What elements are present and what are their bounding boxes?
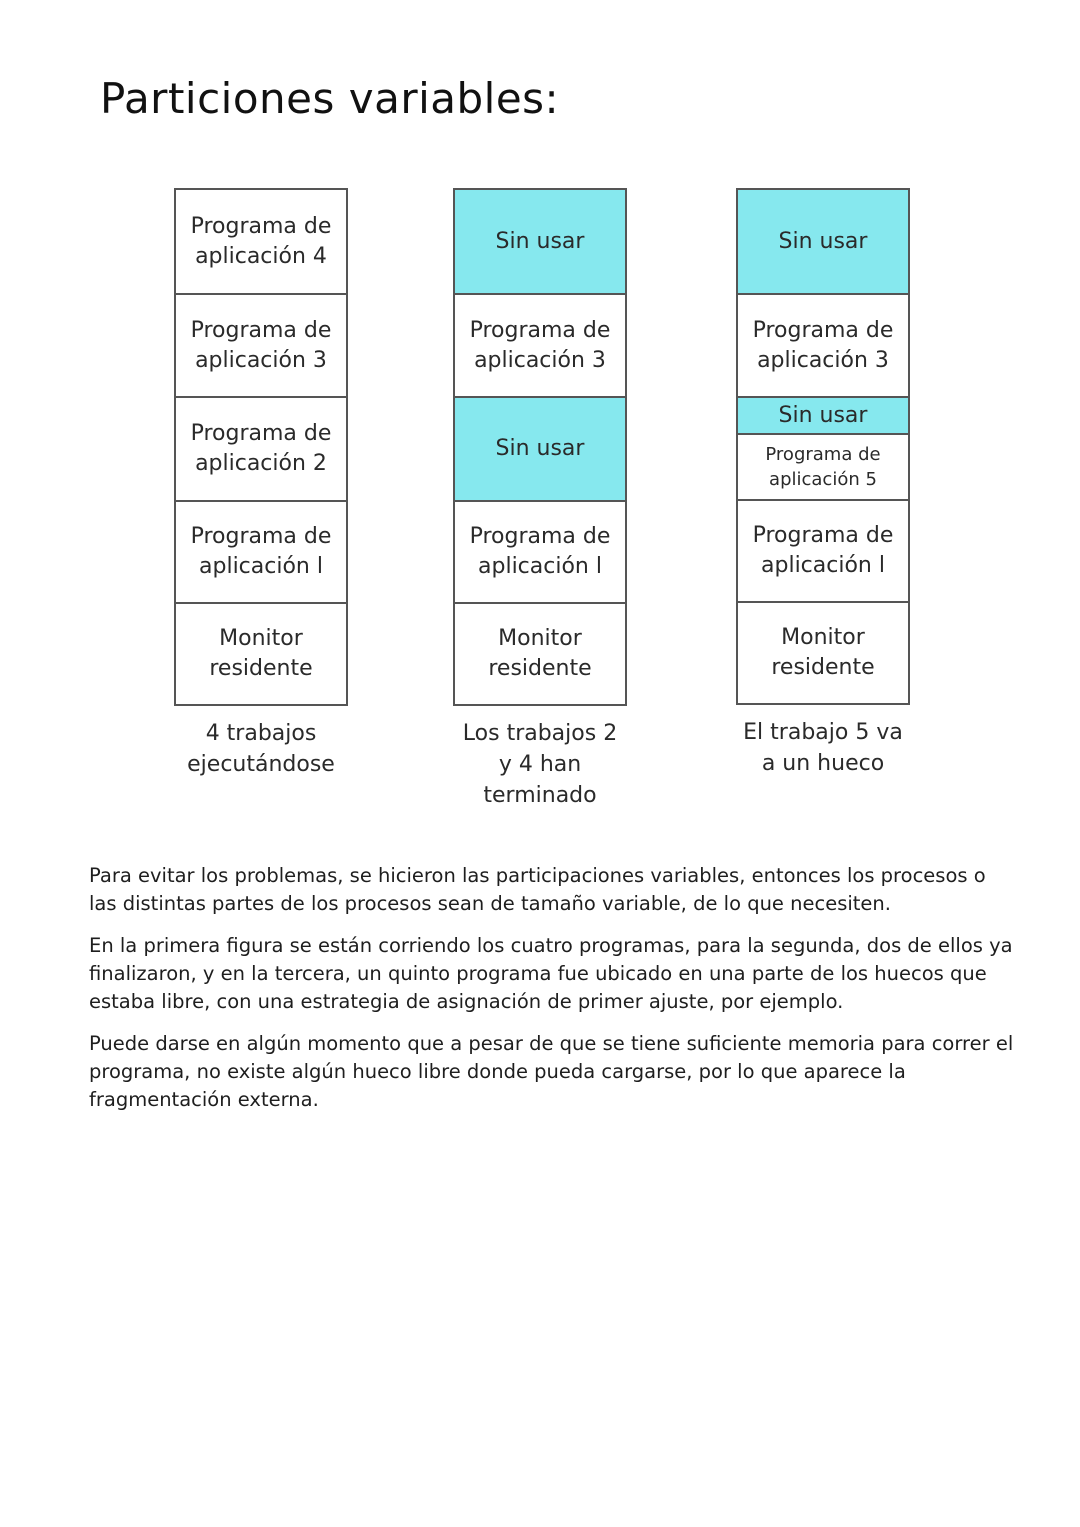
block-app-5: Programa de aplicación 5: [738, 433, 908, 499]
block-free-small: Sin usar: [738, 396, 908, 433]
diagram-jobs-finished: [453, 188, 627, 811]
block-app-1: Programa de aplicación l: [176, 500, 346, 602]
memory-stack: [453, 188, 627, 706]
diagram-caption: Los trabajos 2 y 4 han terminado: [462, 721, 618, 808]
block-resident-monitor: Monitor residente: [176, 602, 346, 704]
block-app-2: Programa de aplicación 2: [176, 396, 346, 500]
block-free: Sin usar: [738, 190, 908, 293]
block-app-3: Programa de aplicación 3: [738, 293, 908, 396]
diagram-caption: 4 trabajos ejecutándose: [187, 721, 335, 777]
block-resident-monitor: Monitor residente: [455, 602, 625, 704]
block-free: Sin usar: [455, 190, 625, 293]
explanation-text: [89, 862, 1019, 1128]
memory-stack: [174, 188, 348, 706]
memory-stack: [736, 188, 910, 705]
diagram-four-jobs: [174, 188, 348, 780]
paragraph: En la primera figura se están corriendo los cuatro programas, para la segunda, dos de ellos ya finalizaron, y en la tercera, un quinto programa fue ubicado en una parte de los huecos que estaba libre, con una estrategia de asignación de primer ajuste, por ejemplo.: [89, 934, 1013, 1013]
paragraph: Para evitar los problemas, se hicieron las participaciones variables, entonces los procesos o las distintas partes de los procesos sean de tamaño variable, de lo que necesiten.: [89, 864, 986, 915]
block-app-3: Programa de aplicación 3: [455, 293, 625, 396]
paragraph: Puede darse en algún momento que a pesar de que se tiene suficiente memoria para correr el programa, no existe algún hueco libre donde pueda cargarse, por lo que aparece la fragmentación externa.: [89, 1032, 1014, 1111]
block-app-1: Programa de aplicación l: [455, 500, 625, 602]
diagram-caption: El trabajo 5 va a un hueco: [743, 720, 903, 776]
page-title: Particiones variables:: [100, 74, 560, 123]
block-app-3: Programa de aplicación 3: [176, 293, 346, 396]
block-free: Sin usar: [455, 396, 625, 500]
block-app-4: Programa de aplicación 4: [190, 213, 332, 269]
block-app-1: Programa de aplicación l: [738, 499, 908, 601]
block-resident-monitor: Monitor residente: [738, 601, 908, 703]
diagram-job-five: [736, 188, 910, 779]
